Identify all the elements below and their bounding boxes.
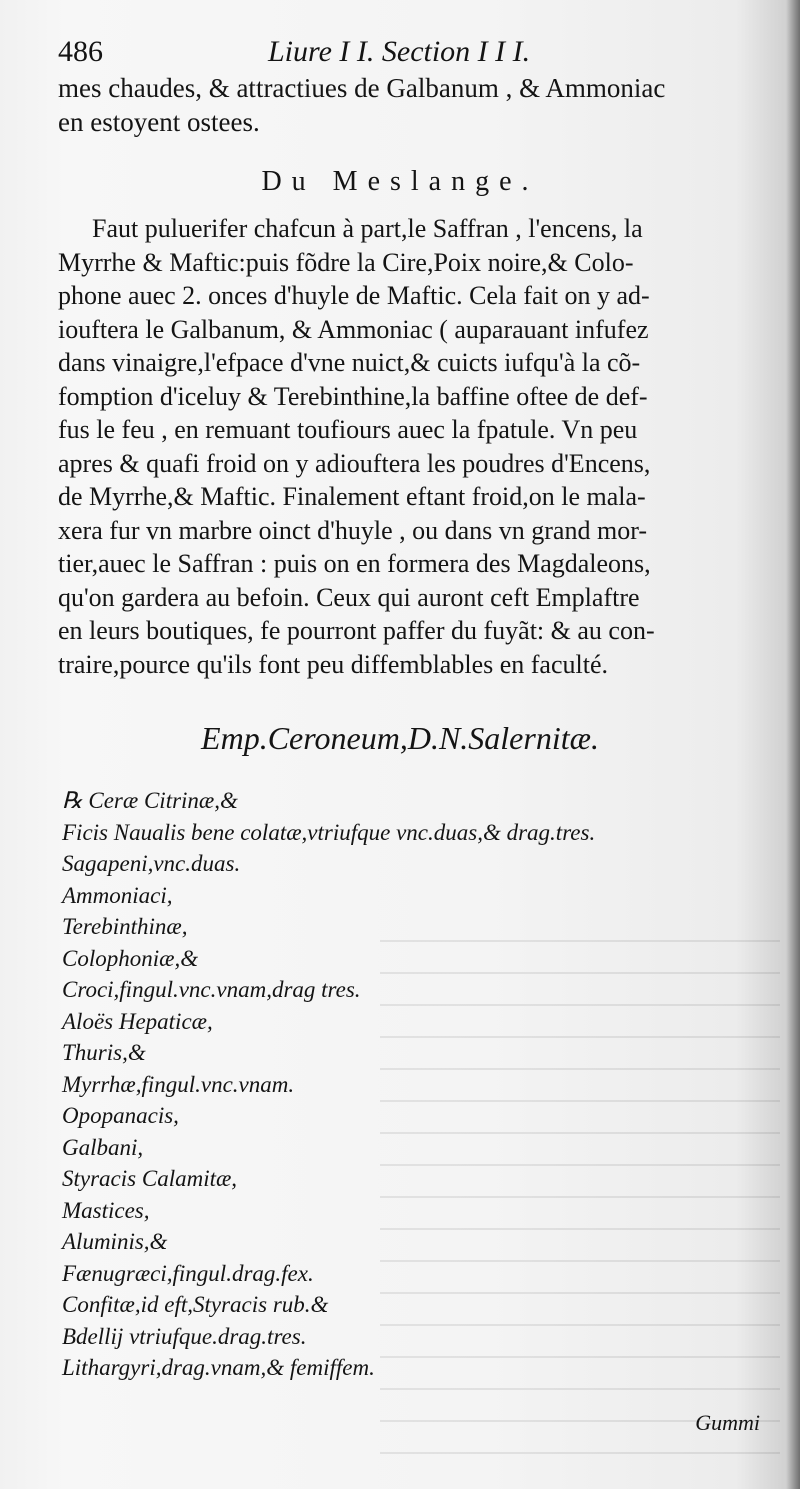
continuation-text [58, 72, 763, 139]
ingredient-item: Mastices, [62, 1197, 150, 1223]
ingredient-item: ℞ Ceræ Citrinæ,& [62, 788, 238, 813]
catchword: Gummi [695, 1410, 760, 1435]
preparation-paragraph [58, 212, 763, 681]
text-line: apres & quafi froid on y adiouftera les poudres d'Encens, [58, 448, 651, 478]
ingredient-item: Confitæ,id eft,Styracis rub.& [62, 1292, 329, 1317]
ingredient-item: Lithargyri,drag.vnam,& femiffem. [62, 1355, 375, 1380]
ingredient-item: Colophoniæ,& [62, 945, 199, 971]
ingredient-item: Galbani, [62, 1134, 144, 1160]
text-line: phone auec 2. onces d'huyle de Maftic. Cela fait on y ad- [58, 281, 650, 310]
text-line: fus le feu , en remuant toufiours auec la fpatule. Vn peu [58, 415, 638, 444]
section-heading: Du Meslange. [261, 166, 539, 197]
text-line: en leurs boutiques, fe pourront paffer du fuyãt: & au con- [58, 616, 655, 645]
text-line: en estoyent ostees. [58, 106, 260, 137]
ingredient-list [62, 785, 762, 1384]
ingredient-item: Terebinthinæ, [62, 914, 188, 939]
text-line: Faut puluerifer chafcun à part,le Saffran , l'encens, la [92, 214, 643, 243]
recipe-title: Emp.Ceroneum,D.N.Salernitæ. [201, 720, 599, 756]
page-header [58, 32, 778, 72]
ingredient-item: Fænugræci,fingul.drag.fex. [62, 1260, 314, 1286]
ingredient-item: Ammoniaci, [62, 882, 173, 908]
text-line: traire,pource qu'ils font peu diffemblables en faculté. [58, 649, 608, 679]
text-line: xera fur vn marbre oinct d'huyle , ou dans vn grand mor- [58, 515, 647, 545]
text-line: fomption d'iceluy & Terebinthine,la baffine oftee de def- [58, 381, 648, 411]
text-line: mes chaudes, & attractiues de Galbanum , & Ammoniac [58, 73, 666, 103]
text-line: qu'on gardera au befoin. Ceux qui auront ceft Emplaftre [58, 582, 640, 612]
ingredient-item: Croci,fingul.vnc.vnam,drag tres. [62, 977, 361, 1002]
ingredient-item: Sagapeni,vnc.duas. [62, 851, 241, 876]
page-number: 486 [58, 35, 103, 68]
ingredient-item: Myrrhæ,fingul.vnc.vnam. [62, 1071, 295, 1097]
text-line: iouftera le Galbanum, & Ammoniac ( auparauant infufez [58, 314, 649, 344]
text-line: de Myrrhe,& Maftic. Finalement eftant froid,on le mala- [58, 482, 646, 511]
text-line: Myrrhe & Maftic:puis fõdre la Cire,Poix noire,& Colo- [58, 247, 634, 277]
ingredient-item: Aluminis,& [62, 1229, 168, 1254]
text-line: dans vinaigre,l'efpace d'vne nuict,& cuicts iufqu'à la cõ- [58, 348, 641, 377]
text-line: tier,auec le Saffran : puis on en formera des Magdaleons, [58, 549, 651, 578]
ingredient-item: Thuris,& [62, 1040, 146, 1065]
ingredient-item: Bdellij vtriufque.drag.tres. [62, 1323, 307, 1349]
ingredient-item: Styracis Calamitæ, [62, 1166, 238, 1191]
ingredient-item: Ficis Naualis bene colatæ,vtriufque vnc.duas,& drag.tres. [62, 819, 596, 845]
running-head: Liure I I. Section I I I. [268, 35, 531, 68]
ingredient-item: Aloës Hepaticæ, [62, 1008, 213, 1034]
ingredient-item: Opopanacis, [62, 1103, 179, 1128]
